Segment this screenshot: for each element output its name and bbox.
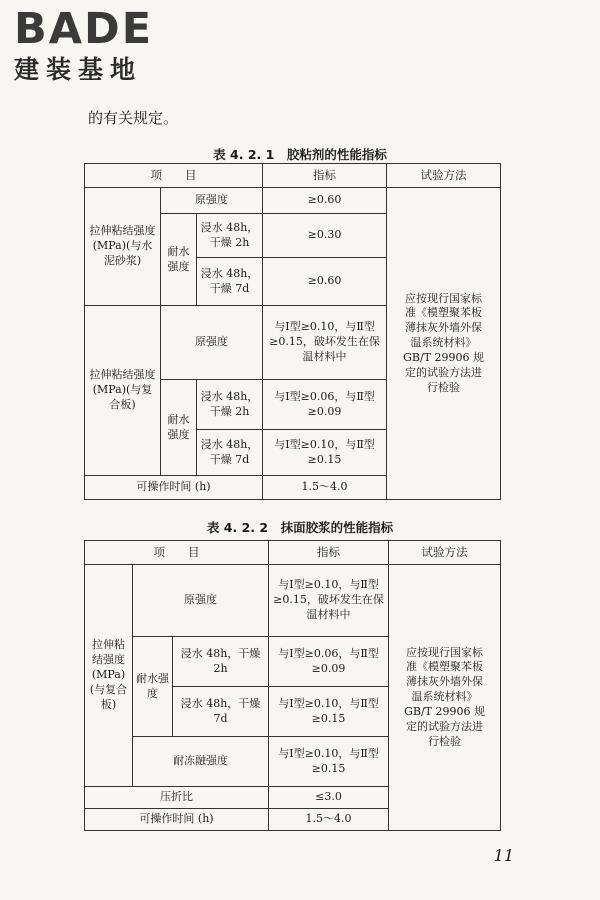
table2-water-label: 耐水强度 — [133, 637, 173, 737]
table2-ratio-label: 压折比 — [85, 787, 269, 809]
table2-ratio-value: ≤3.0 — [269, 787, 389, 809]
table2-freeze-value: 与Ⅰ型≥0.10，与Ⅱ型≥0.15 — [269, 737, 389, 787]
table2-group-label: 拉伸粘结强度(MPa)(与复合板) — [85, 565, 133, 787]
table2-soak2h-value: 与Ⅰ型≥0.06，与Ⅱ型≥0.09 — [269, 637, 389, 687]
logo-subtitle: 建装基地 — [14, 55, 143, 84]
table2-header-row — [85, 541, 501, 565]
table2 — [84, 540, 501, 831]
table2-method: 应按现行国家标准《模塑聚苯板薄抹灰外墙外保温系统材料》GB/T 29906 规定的试验方法进行检验 — [389, 565, 501, 831]
table2-freeze-label: 耐冻融强度 — [133, 737, 269, 787]
table2-soak7d-label: 浸水 48h，干燥 7d — [173, 687, 269, 737]
table1-operable-time-value: 1.5～4.0 — [263, 476, 387, 500]
table-row — [85, 188, 501, 214]
table1-g2-soak7d-label: 浸水 48h，干燥 7d — [197, 430, 263, 476]
table2-header-item: 项 目 — [85, 541, 269, 565]
table1-g1-soak7d-label: 浸水 48h，干燥 7d — [197, 258, 263, 306]
page-number: 11 — [493, 846, 514, 865]
table1-operable-time-label: 可操作时间 (h) — [85, 476, 263, 500]
table2-soak2h-label: 浸水 48h，干燥 2h — [173, 637, 269, 687]
table1 — [84, 163, 501, 500]
table1-header-method: 试验方法 — [387, 164, 501, 188]
table2-header-method: 试验方法 — [389, 541, 501, 565]
table2-original-value: 与Ⅰ型≥0.10，与Ⅱ型≥0.15，破坏发生在保温材料中 — [269, 565, 389, 637]
table1-g2-water-label: 耐水强度 — [161, 380, 197, 476]
table1-caption: 表 4. 2. 1 胶粘剂的性能指标 — [213, 147, 387, 162]
table2-soak7d-value: 与Ⅰ型≥0.10，与Ⅱ型≥0.15 — [269, 687, 389, 737]
table1-g1-original-label: 原强度 — [161, 188, 263, 214]
table1-group2-label: 拉伸粘结强度(MPa)(与复合板) — [85, 306, 161, 476]
table1-g2-soak2h-value: 与Ⅰ型≥0.06，与Ⅱ型≥0.09 — [263, 380, 387, 430]
table1-method: 应按现行国家标准《模塑聚苯板薄抹灰外墙外保温系统材料》GB/T 29906 规定的试验方法进行检验 — [387, 188, 501, 500]
table1-g2-original-label: 原强度 — [161, 306, 263, 380]
table1-g1-water-label: 耐水强度 — [161, 214, 197, 306]
table2-operable-time-value: 1.5～4.0 — [269, 809, 389, 831]
table2-original-label: 原强度 — [133, 565, 269, 637]
table1-header-row — [85, 164, 501, 188]
table-row — [85, 565, 501, 637]
table1-g2-soak2h-label: 浸水 48h，干燥 2h — [197, 380, 263, 430]
table1-g1-soak2h-value: ≥0.30 — [263, 214, 387, 258]
table1-g1-soak7d-value: ≥0.60 — [263, 258, 387, 306]
logo-wordmark: BADE — [14, 4, 154, 54]
table2-operable-time-label: 可操作时间 (h) — [85, 809, 269, 831]
logo — [14, 6, 184, 90]
table2-header-index: 指标 — [269, 541, 389, 565]
table1-g1-original-value: ≥0.60 — [263, 188, 387, 214]
table1-g1-soak2h-label: 浸水 48h，干燥 2h — [197, 214, 263, 258]
table2-caption: 表 4. 2. 2 抹面胶浆的性能指标 — [206, 520, 394, 535]
table1-group1-label: 拉伸粘结强度(MPa)(与水泥砂浆) — [85, 188, 161, 306]
table1-header-item: 项 目 — [85, 164, 263, 188]
table1-g2-soak7d-value: 与Ⅰ型≥0.10，与Ⅱ型≥0.15 — [263, 430, 387, 476]
table1-g2-original-value: 与Ⅰ型≥0.10，与Ⅱ型≥0.15，破坏发生在保温材料中 — [263, 306, 387, 380]
table1-header-index: 指标 — [263, 164, 387, 188]
intro-text: 的有关规定。 — [88, 109, 179, 127]
